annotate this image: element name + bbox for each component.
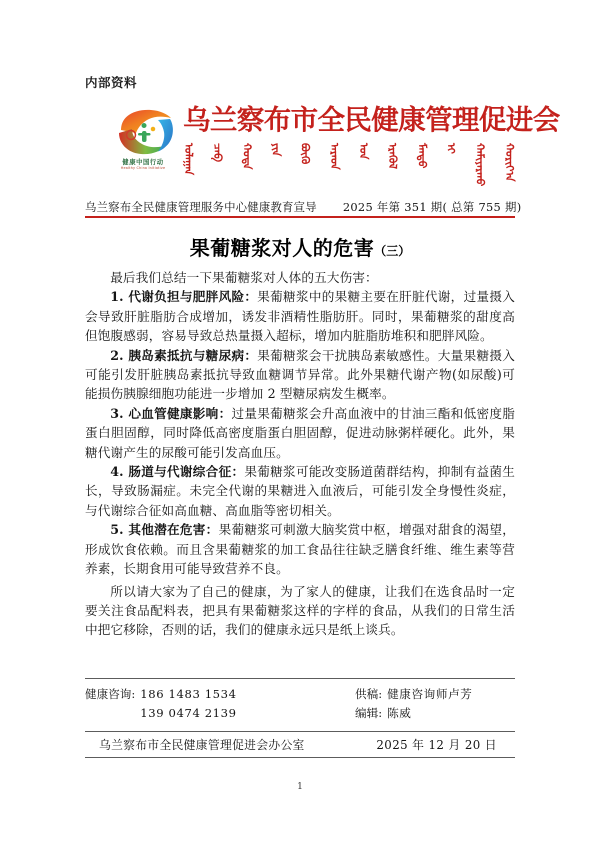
contacts-right <box>355 685 515 723</box>
footer-row <box>85 736 515 753</box>
paragraph-lead: 1. 代谢负担与肥胖风险： <box>110 289 258 305</box>
mongolian-column: ᠡᠷᠡᠭᠦᠯ <box>386 143 400 169</box>
issue-line <box>85 199 522 215</box>
paragraph-text: 果葡糖浆中的果糖主要在肝脏代谢，过量摄入会导致肝脏脂肪合成增加，诱发非酒精性脂肪肝。同时，果葡糖浆的甜度高但饱腹感弱，容易导致总热量摄入超标，增加内脏脂肪堆积和肥胖风险。 <box>85 289 516 344</box>
article-title-main: 果葡糖浆对人的危害 <box>189 236 375 260</box>
paragraph-lead: 2. 胰岛素抵抗与糖尿病： <box>110 347 258 363</box>
contacts-top-divider <box>85 678 515 679</box>
organization-title-mongolian <box>183 143 515 189</box>
logo-label-cn: 健康中国行动 <box>122 159 164 166</box>
footer-top-divider <box>85 731 515 732</box>
paragraph-text: 果葡糖浆可能改变肠道菌群结构，抑制有益菌生长，导致肠漏症。未完全代谢的果糖进入血液后，可能引发全身慢性炎症，与代谢综合征如高血糖、高血脂等密切相关。 <box>85 464 515 518</box>
issue-number: 2025 年第 351 期( 总第 755 期) <box>342 200 522 214</box>
paragraph-4 <box>85 462 515 520</box>
page-number: 1 <box>297 782 303 792</box>
article-title-part: （三） <box>374 244 411 258</box>
paragraph-3 <box>85 404 515 462</box>
healthy-china-logo <box>105 107 181 179</box>
contributor-label: 供稿: <box>355 687 383 701</box>
contacts-block <box>85 685 515 723</box>
mongolian-column: ᠠᠷᠠᠳ <box>327 143 341 170</box>
page-content-area <box>85 0 560 848</box>
footer-office: 乌兰察布市全民健康管理促进会办公室 <box>99 738 305 752</box>
masthead <box>85 103 560 195</box>
mongolian-column: ᠤᠯᠠᠭᠠᠨ <box>182 143 195 176</box>
contributor-value: 健康咨询师卢芳 <box>387 687 473 701</box>
issue-source: 乌兰察布全民健康管理服务中心健康教育宣导 <box>85 200 317 214</box>
paragraph-text: 所以请大家为了自己的健康，为了家人的健康，让我们在选食品时一定要关注食品配料表，把具有果葡糖浆这样的字样的食品，从我们的日常生活中把它移除，否则的话，我们的健康永远只是纸上谈兵。 <box>85 583 515 638</box>
consult-phone-row-2 <box>85 704 325 723</box>
contributor-row <box>355 685 515 704</box>
mongolian-column: ᠴᠠᠪ <box>211 143 225 162</box>
article-body <box>85 268 515 640</box>
logo-swoosh-icon <box>111 107 175 157</box>
paragraph-intro <box>85 268 515 287</box>
logo-label-en: Healthy China Initiative <box>120 166 166 170</box>
paragraph-lead: 3. 心血管健康影响： <box>110 405 232 421</box>
paragraph-text: 过量果葡糖浆会升高血液中的甘油三酯和低密度脂蛋白胆固醇，同时降低高密度脂蛋白胆固醇，促进动脉粥样硬化。此外，果糖代谢产生的尿酸可能引发高血压。 <box>85 405 515 460</box>
contacts-left <box>85 685 325 723</box>
paragraph-lead: 4. 肠道与代谢综合征： <box>110 464 245 480</box>
internal-label: 内部资料 <box>85 75 138 90</box>
consult-phone-2: 139 0474 2139 <box>140 706 237 720</box>
article-title <box>85 232 515 261</box>
mongolian-column: ᠢ <box>444 143 458 154</box>
paragraph-5 <box>85 520 515 578</box>
header-red-divider <box>85 216 515 218</box>
editor-row <box>355 704 515 723</box>
paragraph-2 <box>85 346 515 404</box>
editor-label: 编辑: <box>355 706 383 720</box>
paragraph-1 <box>85 287 515 345</box>
mongolian-column: ᠬᠣᠲᠠ <box>240 143 254 170</box>
organization-title: 乌兰察布市全民健康管理促进会 <box>183 104 560 136</box>
footer-date: 2025 年 12 月 20 日 <box>376 738 497 752</box>
mongolian-column: ᠪᠦᠬᠦ <box>298 143 312 165</box>
consult-phone-row-1 <box>85 685 325 704</box>
paragraph-text: 最后我们总结一下果葡糖浆对人体的五大伤害： <box>110 270 378 285</box>
paragraph-text: 果葡糖浆可刺激大脑奖赏中枢，增强对甜食的渴望，形成饮食依赖。而且含果葡糖浆的加工食品往往缺乏膳食纤维、维生素等营养素，长期食用可能导致营养不良。 <box>85 522 515 577</box>
consult-label: 健康咨询: <box>85 687 136 701</box>
mongolian-column: ᠶᠢᠨ <box>269 143 283 157</box>
paragraph-lead: 5. 其他潜在危害： <box>110 522 219 538</box>
mongolian-column: ᠬᠠᠮᠢᠶᠠᠷᠬᠤ <box>473 143 487 187</box>
paragraph-text: 果葡糖浆会干扰胰岛素敏感性。大量果糖摄入可能引发肝脏胰岛素抵抗导致血糖调节异常。此外果糖代谢产物(如尿酸)可能损伤胰腺细胞功能进一步增加 2 型糖尿病发生概率。 <box>85 347 516 402</box>
footer-bottom-divider <box>85 757 515 758</box>
consult-phone-1: 186 1483 1534 <box>140 687 237 701</box>
mongolian-column: ᠬᠣᠷᠢᠶ᠎ᠠ <box>502 143 516 182</box>
mongolian-column: ᠮᠡᠨᠳᠦ <box>415 143 429 169</box>
paragraph-closing <box>85 582 515 640</box>
mongolian-column: ᠤᠨ <box>357 143 371 160</box>
editor-value: 陈威 <box>387 706 412 720</box>
